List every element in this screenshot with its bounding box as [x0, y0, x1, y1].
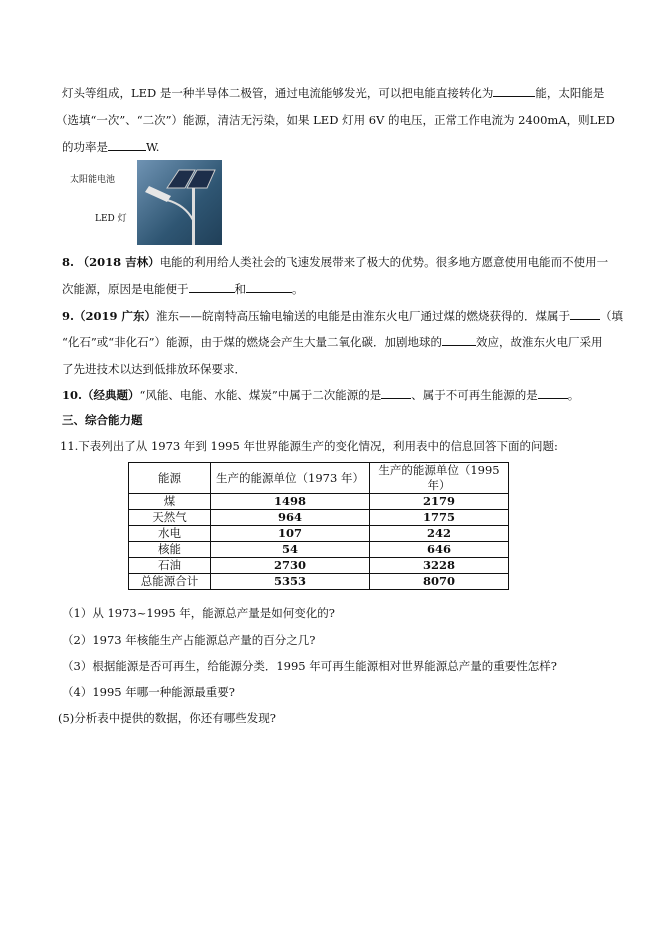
text: 淮东——皖南特高压输电输送的电能是由淮东火电厂通过煤的燃烧获得的．煤属于	[156, 309, 571, 323]
solar-streetlight-icon	[137, 160, 222, 245]
text: 灯头等组成，LED 是一种半导体二极管，通过电流能够发光，可以把电能直接转化为	[62, 86, 494, 100]
q8-line1	[62, 254, 608, 270]
answer-blank	[246, 282, 292, 293]
text: 的功率是	[62, 140, 108, 154]
answer-blank	[381, 388, 411, 399]
table-row	[129, 494, 509, 510]
text: 。	[292, 282, 304, 296]
q9-line1	[62, 308, 623, 324]
question-number: 8.	[62, 255, 75, 269]
cell: 5353	[211, 574, 370, 590]
answer-blank	[189, 282, 235, 293]
text: 次能源，原因是电能便于	[62, 282, 189, 296]
cell: 水电	[129, 526, 211, 542]
q10-line	[62, 387, 579, 403]
header-cell: 能源	[129, 463, 211, 494]
table-row	[129, 574, 509, 590]
q9-line3: 了先进技术以达到低排放环保要求．	[62, 362, 246, 376]
answer-blank	[493, 86, 535, 97]
answer-blank	[108, 140, 146, 151]
question-source: （2018 吉林）	[77, 255, 160, 269]
table-header-row	[129, 463, 509, 494]
text: 能，太阳能是	[535, 86, 605, 100]
question-source: （经典题）	[82, 388, 140, 402]
question-number: 9.	[62, 309, 75, 323]
table-row	[129, 510, 509, 526]
cell: 核能	[129, 542, 211, 558]
q11-intro: 11.下表列出了从 1973 年到 1995 年世界能源生产的变化情况，利用表中的信息回答下面的问题:	[60, 439, 558, 453]
answer-blank	[442, 335, 476, 346]
solar-streetlight-image	[137, 160, 222, 245]
cell: 1498	[211, 494, 370, 510]
table-row	[129, 526, 509, 542]
sub-question: （4）1995 年哪一种能源最重要?	[62, 685, 235, 699]
sub-question: （2）1973 年核能生产占能源总产量的百分之几?	[62, 633, 316, 647]
text: 。	[567, 388, 580, 402]
q9-line2	[62, 334, 603, 350]
sub-question: （1）从 1973~1995 年，能源总产量是如何变化的?	[62, 606, 335, 620]
energy-table	[128, 462, 509, 590]
q8-line2	[62, 281, 304, 297]
led-lamp-label: LED 灯	[95, 214, 127, 224]
cell: 1775	[370, 510, 509, 526]
sub-question: (5)分析表中提供的数据，你还有哪些发现?	[58, 711, 276, 725]
text: 、属于不可再生能源的是	[411, 388, 538, 402]
cell: 54	[211, 542, 370, 558]
cell: 天然气	[129, 510, 211, 526]
q7-line3	[62, 139, 159, 155]
cell: 3228	[370, 558, 509, 574]
header-cell: 生产的能源单位（1995 年）	[370, 463, 509, 494]
question-number: 10.	[62, 388, 83, 402]
q7-line1	[62, 85, 604, 101]
cell: 煤	[129, 494, 211, 510]
cell: 2179	[370, 494, 509, 510]
question-source: （2019 广东）	[74, 309, 157, 323]
q7-line2: （选填“一次”、“二次”）能源，清洁无污染，如果 LED 灯用 6V 的电压，正常工作电流为 2400mA，则LED	[56, 113, 615, 127]
cell: 107	[211, 526, 370, 542]
cell: 964	[211, 510, 370, 526]
solar-panel-label: 太阳能电池	[70, 175, 116, 185]
sub-question: （3）根据能源是否可再生，给能源分类．1995 年可再生能源相对世界能源总产量的重要性怎样?	[62, 659, 557, 673]
text: “化石”或“非化石”）能源，由于煤的燃烧会产生大量二氧化碳．加剧地球的	[62, 335, 443, 349]
table-row	[129, 542, 509, 558]
cell: 石油	[129, 558, 211, 574]
text: 效应，故淮东火电厂采用	[476, 335, 603, 349]
cell: 646	[370, 542, 509, 558]
text: 电能的利用给人类社会的飞速发展带来了极大的优势。很多地方愿意使用电能而不使用一	[159, 255, 609, 269]
text: （填	[600, 309, 624, 323]
cell: 242	[370, 526, 509, 542]
text: “风能、电能、水能、煤炭”中属于二次能源的是	[139, 388, 382, 402]
answer-blank	[538, 388, 568, 399]
answer-blank	[570, 309, 600, 320]
section-heading: 三、综合能力题	[62, 413, 143, 427]
header-cell: 生产的能源单位（1973 年）	[211, 463, 370, 494]
cell: 总能源合计	[129, 574, 211, 590]
cell: 8070	[370, 574, 509, 590]
table-row	[129, 558, 509, 574]
text: 和	[234, 282, 246, 296]
text: W.	[146, 140, 160, 154]
cell: 2730	[211, 558, 370, 574]
